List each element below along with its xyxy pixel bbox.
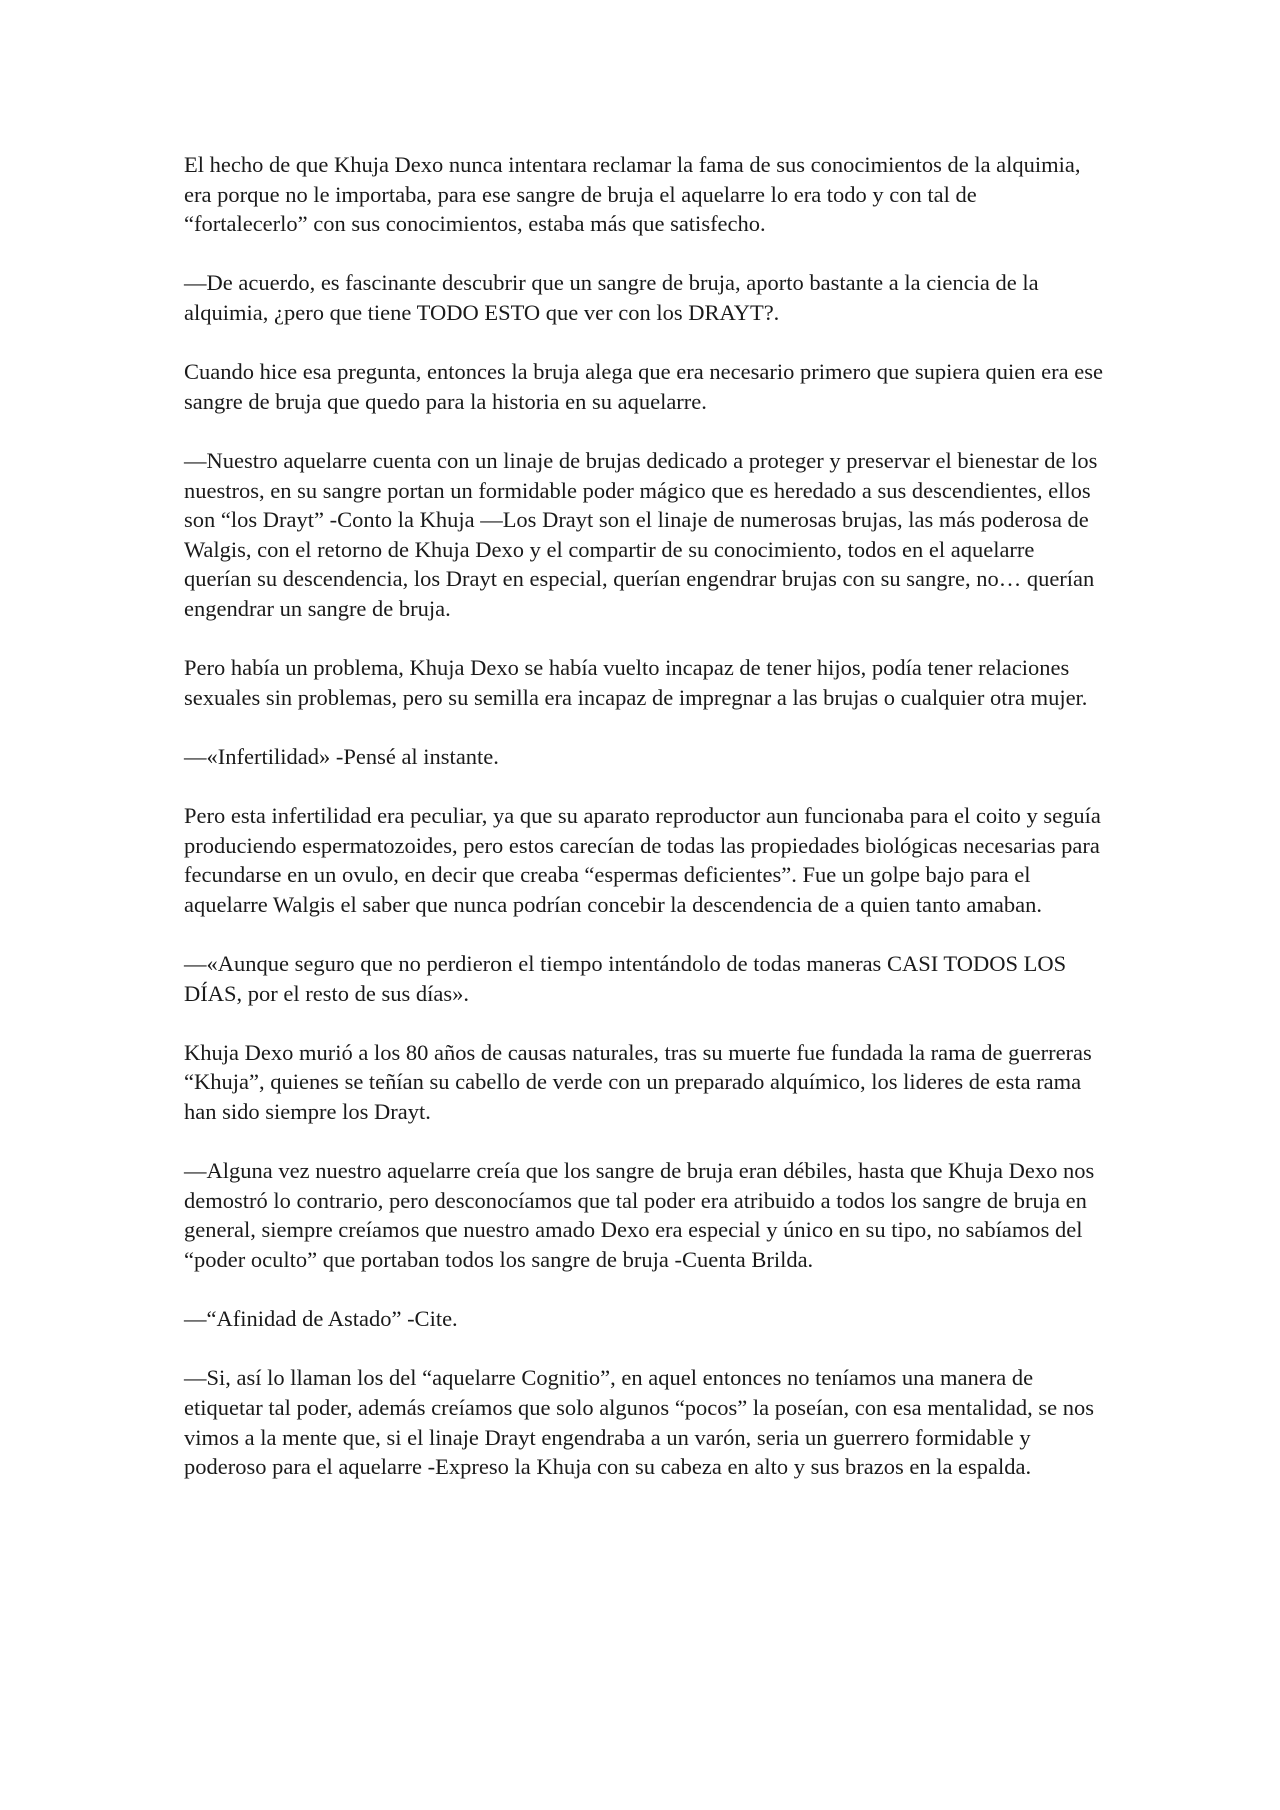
paragraph-11: —“Afinidad de Astado” -Cite. xyxy=(184,1306,458,1332)
paragraph-9: Khuja Dexo murió a los 80 años de causas naturales, tras su muerte fue fundada la rama de guerreras “Khuja”, quienes se teñían su cabello de verde con un preparado alquímico, los lideres de esta rama han sido siempre los Drayt. xyxy=(184,1039,1092,1124)
paragraph-4: —Nuestro aquelarre cuenta con un linaje de brujas dedicado a proteger y preservar el bienestar de los nuestros, en su sangre portan un formidable poder mágico que es heredado a sus descendientes, ellos son “los Drayt” -Conto la Khuja —Los Drayt son el linaje de numerosas brujas, las más poderosa de Walgis, con el retorno de Khuja Dexo y el compartir de su conocimiento, todos en el aquelarre querían su descendencia, los Drayt en especial, querían engendrar brujas con su sangre, no… querían engendrar un sangre de bruja. xyxy=(184,447,1098,621)
document-page xyxy=(184,150,1104,1511)
paragraph-10: —Alguna vez nuestro aquelarre creía que los sangre de bruja eran débiles, hasta que Khuja Dexo nos demostró lo contrario, pero desconocíamos que tal poder era atribuido a todos los sangre de bruja en general, siempre creíamos que nuestro amado Dexo era especial y único en su tipo, no sabíamos del “poder oculto” que portaban todos los sangre de bruja -Cuenta Brilda. xyxy=(184,1158,1095,1272)
paragraph-5: Pero había un problema, Khuja Dexo se había vuelto incapaz de tener hijos, podía tener relaciones sexuales sin problemas, pero su semilla era incapaz de impregnar a las brujas o cualquier otra mujer. xyxy=(184,655,1088,710)
paragraph-2: —De acuerdo, es fascinante descubrir que un sangre de bruja, aporto bastante a la ciencia de la alquimia, ¿pero que tiene TODO ESTO que ver con los DRAYT?. xyxy=(184,270,1039,325)
paragraph-3: Cuando hice esa pregunta, entonces la bruja alega que era necesario primero que supiera quien era ese sangre de bruja que quedo para la historia en su aquelarre. xyxy=(184,359,1103,414)
paragraph-8: —«Aunque seguro que no perdieron el tiempo intentándolo de todas maneras CASI TODOS LOS DÍAS, por el resto de sus días». xyxy=(184,951,1067,1006)
paragraph-6: —«Infertilidad» -Pensé al instante. xyxy=(184,743,499,769)
paragraph-1: El hecho de que Khuja Dexo nunca intentara reclamar la fama de sus conocimientos de la alquimia, era porque no le importaba, para ese sangre de bruja el aquelarre lo era todo y con tal de “fortalecerlo” con sus conocimientos, estaba más que satisfecho. xyxy=(184,152,1081,237)
paragraph-7: Pero esta infertilidad era peculiar, ya que su aparato reproductor aun funcionaba para el coito y seguía produciendo espermatozoides, pero estos carecían de todas las propiedades biológicas necesarias para fecundarse en un ovulo, en decir que creaba “espermas deficientes”. Fue un golpe bajo para el aquelarre Walgis el saber que nunca podrían concebir la descendencia de a quien tanto amaban. xyxy=(184,803,1101,917)
paragraph-12: —Si, así lo llaman los del “aquelarre Cognitio”, en aquel entonces no teníamos una manera de etiquetar tal poder, además creíamos que solo algunos “pocos” la poseían, con esa mentalidad, se nos vimos a la mente que, si el linaje Drayt engendraba a un varón, seria un guerrero formidable y poderoso para el aquelarre -Expreso la Khuja con su cabeza en alto y sus brazos en la espalda. xyxy=(184,1365,1095,1480)
